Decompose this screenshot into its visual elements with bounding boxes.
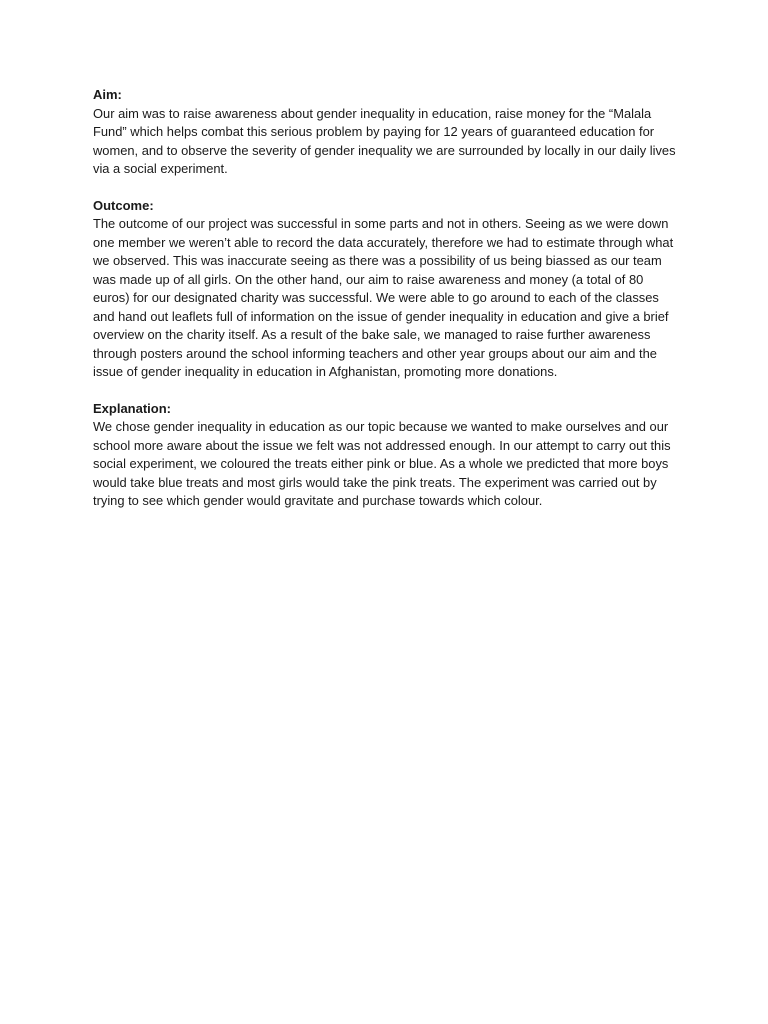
aim-section — [93, 86, 678, 179]
explanation-heading: Explanation: — [93, 400, 172, 416]
document-page — [93, 86, 678, 529]
explanation-paragraph: We chose gender inequality in education as our topic because we wanted to make ourselves and our school more aware about the issue we felt was not addressed enough. In our attempt to carry out this social experiment, we coloured the treats either pink or blue. As a whole we predicted that more boys would take blue treats and most girls would take the pink treats. The experiment was carried out by trying to see which gender would gravitate and purchase towards which colour. — [93, 419, 671, 508]
outcome-heading: Outcome: — [93, 197, 154, 213]
aim-heading: Aim: — [93, 87, 122, 102]
outcome-paragraph: The outcome of our project was successful in some parts and not in others. Seeing as we were down one member we weren’t able to record the data accurately, therefore we had to estimate through what we observed. This was inaccurate seeing as there was a possibility of us being biassed as our team was made up of all girls. On the other hand, our aim to raise awareness and money (a total of 80 euros) for our designated charity was successful. We were able to go around to each of the classes and hand out leaflets full of information on the issue of gender inequality in education and give a brief overview on the charity itself. As a result of the bake sale, we managed to raise further awareness through posters around the school informing teachers and other year groups about our aim and the issue of gender inequality in education in Afghanistan, promoting more donations. — [93, 216, 674, 379]
outcome-section — [93, 197, 678, 382]
explanation-section — [93, 400, 678, 511]
aim-paragraph: Our aim was to raise awareness about gender inequality in education, raise money for the “Malala Fund” which helps combat this serious problem by paying for 12 years of guaranteed education for women, and to observe the severity of gender inequality we are surrounded by locally in our daily lives via a social experiment. — [93, 105, 676, 176]
